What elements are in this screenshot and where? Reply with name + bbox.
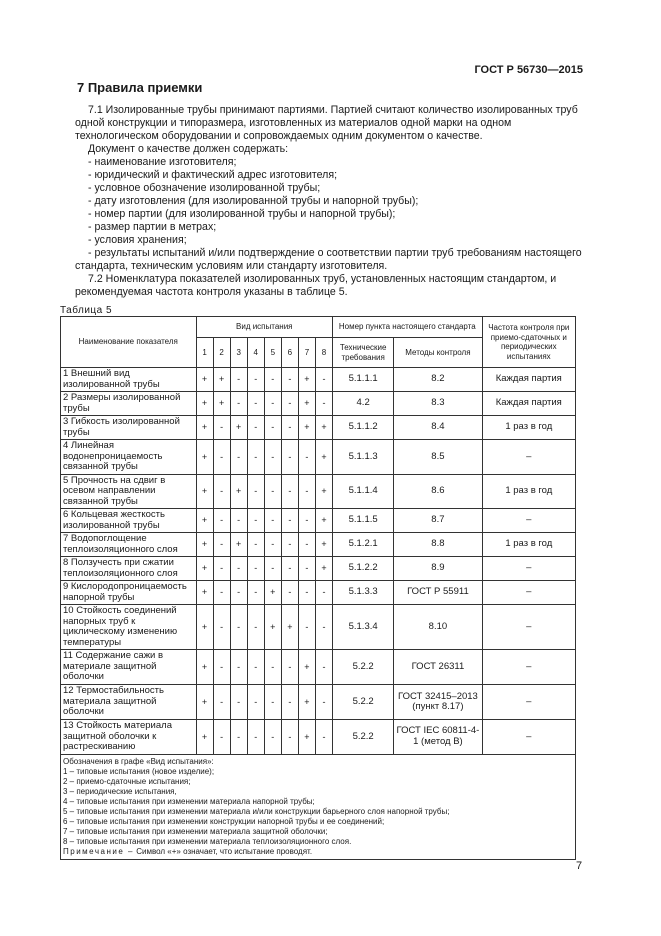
test-type-mark: -	[213, 557, 230, 581]
document-code: ГОСТ Р 56730—2015	[474, 64, 583, 76]
table-row	[61, 557, 576, 581]
test-type-mark: -	[298, 440, 315, 475]
table-row	[61, 392, 576, 416]
test-type-mark: +	[315, 557, 332, 581]
table-row	[61, 720, 576, 755]
test-type-mark: -	[247, 509, 264, 533]
test-type-mark: +	[298, 392, 315, 416]
paragraph-7-1: 7.1 Изолированные трубы принимают партиями. Партией считают количество изолированных труб одной конструкции и типоразмера, изготовленных из материалов одной марки на одном технологическом оборудовании и сопровождаемых одним документом о качестве.	[75, 104, 578, 142]
table-row	[61, 440, 576, 475]
test-type-mark: -	[281, 650, 298, 685]
test-type-mark: +	[298, 416, 315, 440]
test-method: 8.4	[394, 416, 482, 440]
note-line: 4 – типовые испытания при изменении материала напорной трубы;	[63, 796, 315, 806]
test-type-mark: -	[247, 720, 264, 755]
test-type-mark: -	[281, 392, 298, 416]
test-type-mark: -	[264, 392, 281, 416]
test-method: 8.9	[394, 557, 482, 581]
test-type-mark: +	[196, 581, 213, 605]
test-type-mark: +	[298, 368, 315, 392]
test-type-mark: -	[247, 416, 264, 440]
test-method: ГОСТ 32415–2013 (пункт 8.17)	[394, 685, 482, 720]
test-type-mark: -	[247, 557, 264, 581]
test-type-mark: -	[315, 581, 332, 605]
test-type-mark: -	[213, 581, 230, 605]
indicator-name: 8 Ползучесть при сжатии теплоизоляционного слоя	[61, 557, 197, 581]
test-type-mark: -	[281, 557, 298, 581]
indicator-name: 6 Кольцевая жесткость изолированной трубы	[61, 509, 197, 533]
technical-requirement-clause: 5.1.1.3	[333, 440, 394, 475]
test-type-mark: -	[247, 685, 264, 720]
test-type-mark: -	[264, 416, 281, 440]
test-type-mark: -	[230, 368, 247, 392]
indicator-name: 12 Термостабильность материала защитной оболочки	[61, 685, 197, 720]
indicator-name: 10 Стойкость соединений напорных труб к циклическому изменению температуры	[61, 605, 197, 650]
test-type-mark: -	[213, 440, 230, 475]
test-type-mark: -	[298, 474, 315, 509]
table-row	[61, 416, 576, 440]
test-method: 8.8	[394, 533, 482, 557]
page-number: 7	[576, 860, 583, 872]
list-item: - результаты испытаний и/или подтверждение о соответствии партии труб требованиям настоящего стандарта, техническим условиям или стандарту изготовителя.	[75, 247, 582, 272]
test-type-mark: +	[213, 392, 230, 416]
header-name: Наименование показателя	[61, 317, 197, 368]
test-type-mark: -	[230, 685, 247, 720]
note-line: 2 – приемо-сдаточные испытания;	[63, 776, 191, 786]
test-type-mark: -	[281, 474, 298, 509]
test-type-mark: -	[281, 368, 298, 392]
indicator-name: 4 Линейная водонепроницаемость связанной трубы	[61, 440, 197, 475]
technical-requirement-clause: 5.2.2	[333, 685, 394, 720]
test-type-mark: +	[196, 650, 213, 685]
test-type-mark: -	[264, 368, 281, 392]
note-line: 7 – типовые испытания при изменении материала защитной оболочки;	[63, 826, 328, 836]
test-type-mark: -	[264, 557, 281, 581]
test-type-mark: +	[196, 605, 213, 650]
list-item: - размер партии в метрах;	[88, 221, 217, 233]
test-type-mark: +	[196, 440, 213, 475]
control-frequency: –	[482, 509, 575, 533]
test-type-mark: -	[247, 440, 264, 475]
test-type-mark: -	[264, 650, 281, 685]
test-type-mark: +	[196, 720, 213, 755]
test-type-mark: -	[230, 440, 247, 475]
technical-requirement-clause: 5.2.2	[333, 720, 394, 755]
note-line: 5 – типовые испытания при изменении материала и/или конструкции барьерного слоя напорной трубы;	[63, 806, 450, 816]
paragraph-document-contents: Документ о качестве должен содержать:	[88, 143, 289, 155]
test-type-mark: -	[281, 440, 298, 475]
test-type-mark: -	[247, 392, 264, 416]
test-type-mark: -	[247, 581, 264, 605]
test-type-mark: +	[281, 605, 298, 650]
test-type-mark: -	[315, 392, 332, 416]
test-type-mark: -	[315, 605, 332, 650]
table-row	[61, 605, 576, 650]
test-type-mark: -	[230, 650, 247, 685]
test-type-mark: -	[281, 581, 298, 605]
list-item: - номер партии (для изолированной трубы и напорной трубы);	[88, 208, 396, 220]
test-method: ГОСТ 26311	[394, 650, 482, 685]
test-type-mark: -	[298, 557, 315, 581]
test-type-mark: -	[315, 650, 332, 685]
test-type-mark: -	[230, 509, 247, 533]
technical-requirement-clause: 5.1.3.3	[333, 581, 394, 605]
test-type-mark: -	[247, 533, 264, 557]
table-row	[61, 368, 576, 392]
control-frequency: 1 раз в год	[482, 416, 575, 440]
table-row	[61, 685, 576, 720]
list-item: - юридический и фактический адрес изготовителя;	[88, 169, 338, 181]
test-type-mark: +	[230, 416, 247, 440]
test-type-mark: -	[213, 605, 230, 650]
header-test-methods: Методы контроля	[394, 338, 482, 368]
test-type-mark: -	[213, 474, 230, 509]
test-method: 8.10	[394, 605, 482, 650]
technical-requirement-clause: 5.1.1.2	[333, 416, 394, 440]
test-type-mark: -	[230, 581, 247, 605]
control-frequency: –	[482, 605, 575, 650]
test-method: 8.7	[394, 509, 482, 533]
header-test-type-3: 3	[230, 338, 247, 368]
test-type-mark: +	[196, 685, 213, 720]
list-item: - условия хранения;	[88, 234, 187, 246]
note-line: Обозначения в графе «Вид испытания»:	[63, 756, 214, 766]
test-type-mark: -	[298, 605, 315, 650]
header-test-type-1: 1	[196, 338, 213, 368]
section-body	[75, 104, 583, 299]
test-type-mark: -	[230, 605, 247, 650]
technical-requirement-clause: 5.1.1.1	[333, 368, 394, 392]
test-method: ГОСТ IEC 60811-4-1 (метод В)	[394, 720, 482, 755]
test-method: 8.5	[394, 440, 482, 475]
test-type-mark: +	[230, 533, 247, 557]
test-type-mark: -	[264, 533, 281, 557]
test-type-mark: +	[298, 720, 315, 755]
test-type-mark: +	[196, 392, 213, 416]
test-type-mark: +	[196, 416, 213, 440]
test-type-mark: +	[264, 581, 281, 605]
control-frequency: –	[482, 650, 575, 685]
test-type-mark: -	[264, 474, 281, 509]
table-row	[61, 650, 576, 685]
note-line: 8 – типовые испытания при изменении материала теплоизоляционного слоя.	[63, 836, 352, 846]
indicator-name: 2 Размеры изолированной трубы	[61, 392, 197, 416]
test-type-mark: -	[230, 392, 247, 416]
note-line: 3 – периодические испытания,	[63, 786, 177, 796]
indicator-name: 5 Прочность на сдвиг в осевом направлении связанной трубы	[61, 474, 197, 509]
test-method: 8.6	[394, 474, 482, 509]
paragraph-7-2: 7.2 Номенклатура показателей изолированных труб, установленных настоящим стандартом, и рекомендуемая частота контроля указаны в таблице 5.	[75, 273, 557, 298]
test-type-mark: -	[230, 557, 247, 581]
test-type-mark: -	[281, 720, 298, 755]
control-frequency: –	[482, 440, 575, 475]
list-item: - условное обозначение изолированной трубы;	[88, 182, 321, 194]
test-type-mark: -	[213, 720, 230, 755]
header-technical-requirements: Технические требования	[333, 338, 394, 368]
test-type-mark: +	[196, 368, 213, 392]
test-type-mark: +	[196, 474, 213, 509]
test-type-mark: -	[298, 533, 315, 557]
control-frequency: Каждая партия	[482, 392, 575, 416]
requirements-list	[75, 156, 583, 273]
test-type-mark: +	[315, 440, 332, 475]
indicator-name: 11 Содержание сажи в материале защитной оболочки	[61, 650, 197, 685]
test-type-mark: -	[213, 685, 230, 720]
test-type-mark: -	[230, 720, 247, 755]
test-type-mark: +	[196, 557, 213, 581]
test-type-mark: -	[281, 416, 298, 440]
test-type-mark: -	[213, 416, 230, 440]
test-type-mark: -	[213, 509, 230, 533]
table-row	[61, 474, 576, 509]
test-type-mark: +	[315, 474, 332, 509]
control-frequency: –	[482, 581, 575, 605]
test-type-mark: +	[315, 533, 332, 557]
table-remark: Примечание – Символ «+» означает, что испытание проводят.	[63, 846, 313, 856]
test-type-mark: -	[298, 509, 315, 533]
list-item: - дату изготовления (для изолированной трубы и напорной трубы);	[88, 195, 419, 207]
control-frequency: –	[482, 720, 575, 755]
indicator-name: 13 Стойкость материала защитной оболочки к растрескиванию	[61, 720, 197, 755]
test-method: ГОСТ Р 55911	[394, 581, 482, 605]
control-frequency: 1 раз в год	[482, 533, 575, 557]
test-type-mark: +	[298, 650, 315, 685]
technical-requirement-clause: 5.1.1.4	[333, 474, 394, 509]
acceptance-table	[60, 316, 576, 860]
test-type-mark: +	[196, 509, 213, 533]
test-type-mark: -	[264, 440, 281, 475]
control-frequency: 1 раз в год	[482, 474, 575, 509]
header-clause: Номер пункта настоящего стандарта	[333, 317, 483, 338]
table-row	[61, 533, 576, 557]
control-frequency: –	[482, 685, 575, 720]
header-test-type-7: 7	[298, 338, 315, 368]
test-type-mark: -	[247, 368, 264, 392]
test-type-mark: -	[264, 720, 281, 755]
test-type-mark: +	[264, 605, 281, 650]
header-test-types: Вид испытания	[196, 317, 333, 338]
test-type-mark: -	[213, 650, 230, 685]
indicator-name: 9 Кислородопроницаемость напорной трубы	[61, 581, 197, 605]
table-notes	[61, 754, 576, 859]
test-type-mark: -	[247, 650, 264, 685]
test-type-mark: -	[247, 605, 264, 650]
header-test-type-8: 8	[315, 338, 332, 368]
technical-requirement-clause: 5.1.2.1	[333, 533, 394, 557]
technical-requirement-clause: 5.2.2	[333, 650, 394, 685]
technical-requirement-clause: 5.1.1.5	[333, 509, 394, 533]
indicator-name: 7 Водопоглощение теплоизоляционного слоя	[61, 533, 197, 557]
test-type-mark: -	[315, 720, 332, 755]
test-type-mark: -	[298, 581, 315, 605]
test-type-mark: -	[281, 509, 298, 533]
test-type-mark: +	[298, 685, 315, 720]
table-row	[61, 581, 576, 605]
table-caption: Таблица 5	[60, 305, 113, 316]
indicator-name: 1 Внешний вид изолированной трубы	[61, 368, 197, 392]
list-item: - наименование изготовителя;	[88, 156, 237, 168]
header-test-type-4: 4	[247, 338, 264, 368]
indicator-name: 3 Гибкость изолированной трубы	[61, 416, 197, 440]
test-type-mark: +	[230, 474, 247, 509]
test-type-mark: -	[281, 685, 298, 720]
control-frequency: Каждая партия	[482, 368, 575, 392]
test-type-mark: +	[213, 368, 230, 392]
note-line: 1 – типовые испытания (новое изделие);	[63, 766, 215, 776]
test-type-mark: -	[264, 685, 281, 720]
technical-requirement-clause: 5.1.2.2	[333, 557, 394, 581]
header-test-type-6: 6	[281, 338, 298, 368]
test-type-mark: -	[264, 509, 281, 533]
test-type-mark: -	[213, 533, 230, 557]
technical-requirement-clause: 4.2	[333, 392, 394, 416]
test-type-mark: -	[315, 368, 332, 392]
table-row	[61, 509, 576, 533]
note-line: 6 – типовые испытания при изменении конструкции напорной трубы и ее соединений;	[63, 816, 385, 826]
test-type-mark: +	[315, 416, 332, 440]
test-type-mark: -	[247, 474, 264, 509]
test-method: 8.3	[394, 392, 482, 416]
test-type-mark: +	[315, 509, 332, 533]
header-test-type-2: 2	[213, 338, 230, 368]
header-frequency: Частота контроля при приемо-сдаточных и периодических испытаниях	[482, 317, 575, 368]
technical-requirement-clause: 5.1.3.4	[333, 605, 394, 650]
test-type-mark: +	[196, 533, 213, 557]
test-method: 8.2	[394, 368, 482, 392]
header-test-type-5: 5	[264, 338, 281, 368]
test-type-mark: -	[281, 533, 298, 557]
test-type-mark: -	[315, 685, 332, 720]
section-title: 7 Правила приемки	[77, 80, 203, 95]
control-frequency: –	[482, 557, 575, 581]
